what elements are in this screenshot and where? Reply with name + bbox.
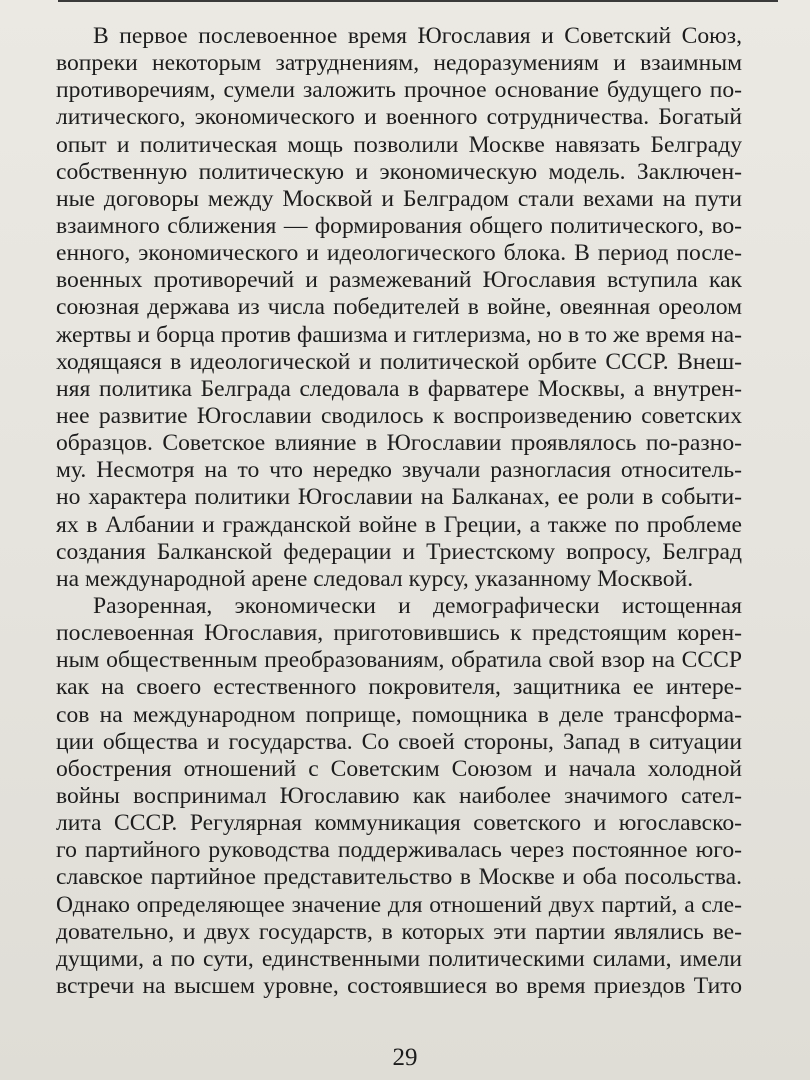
- page-number: 29: [392, 1044, 418, 1071]
- text-line: опыт и политическая мощь позволили Москве навязать Белграду: [56, 131, 742, 158]
- text-line: военных противоречий и размежеваний Югославия вступила как: [56, 267, 742, 294]
- text-line: встречи на высшем уровне, состоявшиеся во время приездов Тито: [56, 972, 742, 999]
- text-line: союзная держава из числа победителей в войне, овеянная ореолом: [56, 294, 742, 321]
- paragraph-2: [56, 593, 742, 1000]
- text-line: образцов. Советское влияние в Югославии проявлялось по-разно-: [56, 430, 742, 457]
- text-line: на международной арене следовал курсу, указанному Москвой.: [56, 565, 694, 592]
- text-line: ходящаяся в идеологической и политической орбите СССР. Внеш-: [56, 348, 742, 375]
- text-line: няя политика Белграда следовала в фарватере Москвы, а внутрен-: [56, 375, 742, 402]
- text-line: довательно, и двух государств, в которых эти партии являлись ве-: [56, 918, 742, 945]
- text-line: енного, экономического и идеологического блока. В период после-: [56, 240, 742, 267]
- text-line: ные договоры между Москвой и Белградом стали вехами на пути: [56, 185, 742, 212]
- text-line: создания Балканской федерации и Триестскому вопросу, Белград: [56, 538, 742, 565]
- text-line: ции общества и государства. Со своей стороны, Запад в ситуации: [56, 728, 742, 755]
- text-line: как на своего естественного покровителя, защитника ее интере-: [56, 674, 742, 701]
- paragraph-1: [56, 23, 742, 593]
- text-line: но характера политики Югославии на Балканах, ее роли в событи-: [56, 484, 742, 511]
- text-line: ях в Албании и гражданской войне в Греции, а также по проблеме: [56, 511, 742, 538]
- text-line: собственную политическую и экономическую модель. Заключен-: [56, 158, 742, 185]
- text-line: нее развитие Югославии сводилось к воспроизведению советских: [56, 402, 742, 429]
- text-line: му. Несмотря на то что нередко звучали разногласия относитель-: [56, 457, 742, 484]
- text-line: жертвы и борца против фашизма и гитлеризма, но в то же время на-: [56, 321, 742, 348]
- text-line: лита СССР. Регулярная коммуникация советского и югославско-: [56, 810, 742, 837]
- text-line: ным общественным преобразованиям, обратила свой взор на СССР: [56, 647, 742, 674]
- body-text: [56, 23, 742, 1000]
- text-line: дущими, а по сути, единственными политическими силами, имели: [56, 945, 742, 972]
- text-line: противоречиям, сумели заложить прочное основание будущего по-: [56, 77, 742, 104]
- text-line: Разоренная, экономически и демографически истощенная: [93, 592, 742, 619]
- text-line: вопреки некоторым затруднениям, недоразумениям и взаимным: [56, 50, 742, 77]
- top-rule: [58, 0, 778, 8]
- text-line: войны воспринимал Югославию как наиболее значимого сател-: [56, 782, 742, 809]
- text-line: славское партийное представительство в Москве и оба посольства.: [56, 864, 742, 891]
- text-line: Однако определяющее значение для отношений двух партий, а сле-: [56, 891, 742, 918]
- text-line: обострения отношений с Советским Союзом и начала холодной: [56, 755, 742, 782]
- text-line: сов на международном поприще, помощника в деле трансформа-: [56, 701, 742, 728]
- text-line: взаимного сближения — формирования общего политического, во-: [56, 212, 742, 239]
- text-line: послевоенная Югославия, приготовившись к предстоящим корен-: [56, 620, 742, 647]
- text-line: В первое послевоенное время Югославия и Советский Союз,: [93, 23, 742, 49]
- text-line: литического, экономического и военного сотрудничества. Богатый: [56, 104, 742, 131]
- text-line: го партийного руководства поддерживалась через постоянное юго-: [56, 837, 742, 864]
